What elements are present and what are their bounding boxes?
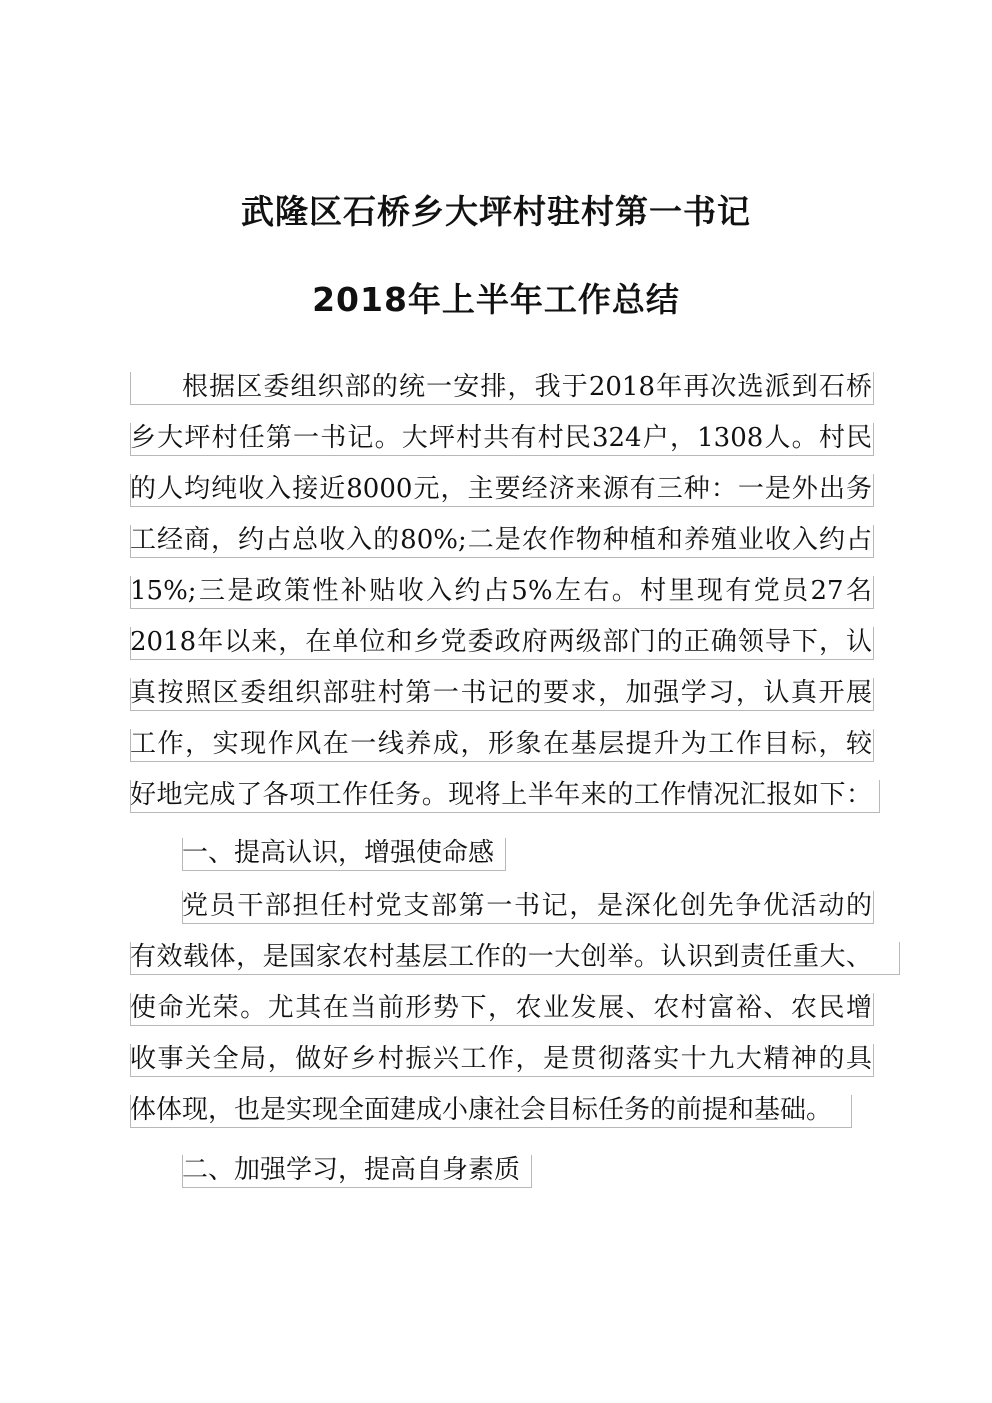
section-heading-2: 二、加强学习，提高自身素质	[182, 1155, 521, 1185]
paragraph-1-line: 真按照区委组织部驻村第一书记的要求，加强学习，认真开展	[130, 678, 872, 708]
paragraph-1-line: 根据区委组织部的统一安排，我于2018年再次选派到石桥	[182, 372, 872, 402]
section-heading-1: 一、提高认识，增强使命感	[182, 838, 495, 868]
paragraph-2-line: 收事关全局，做好乡村振兴工作，是贯彻落实十九大精神的具	[130, 1044, 872, 1074]
paragraph-1-line: 的人均纯收入接近8000元，主要经济来源有三种：一是外出务	[130, 474, 872, 504]
paragraph-2-line: 体体现，也是实现全面建成小康社会目标任务的前提和基础。	[130, 1095, 833, 1125]
paragraph-1-line: 好地完成了各项工作任务。现将上半年来的工作情况汇报如下：	[130, 780, 872, 810]
paragraph-1-line: 2018年以来，在单位和乡党委政府两级部门的正确领导下，认	[130, 627, 872, 657]
document-title-line-1: 武隆区石桥乡大坪村驻村第一书记	[241, 192, 751, 231]
paragraph-2-line: 党员干部担任村党支部第一书记，是深化创先争优活动的	[182, 891, 872, 921]
paragraph-1-line: 工作，实现作风在一线养成，形象在基层提升为工作目标，较	[130, 729, 872, 759]
paragraph-2-line: 有效载体，是国家农村基层工作的一大创举。认识到责任重大、	[130, 942, 872, 972]
paragraph-1-line: 15%;三是政策性补贴收入约占5%左右。村里现有党员27名	[130, 576, 872, 606]
paragraph-2-line: 使命光荣。尤其在当前形势下，农业发展、农村富裕、农民增	[130, 993, 872, 1023]
paragraph-1-line: 乡大坪村任第一书记。大坪村共有村民324户，1308人。村民	[130, 423, 872, 453]
paragraph-1-line: 工经商，约占总收入的80%;二是农作物种植和养殖业收入约占	[130, 525, 872, 555]
document-title-line-2: 2018年上半年工作总结	[312, 280, 680, 319]
